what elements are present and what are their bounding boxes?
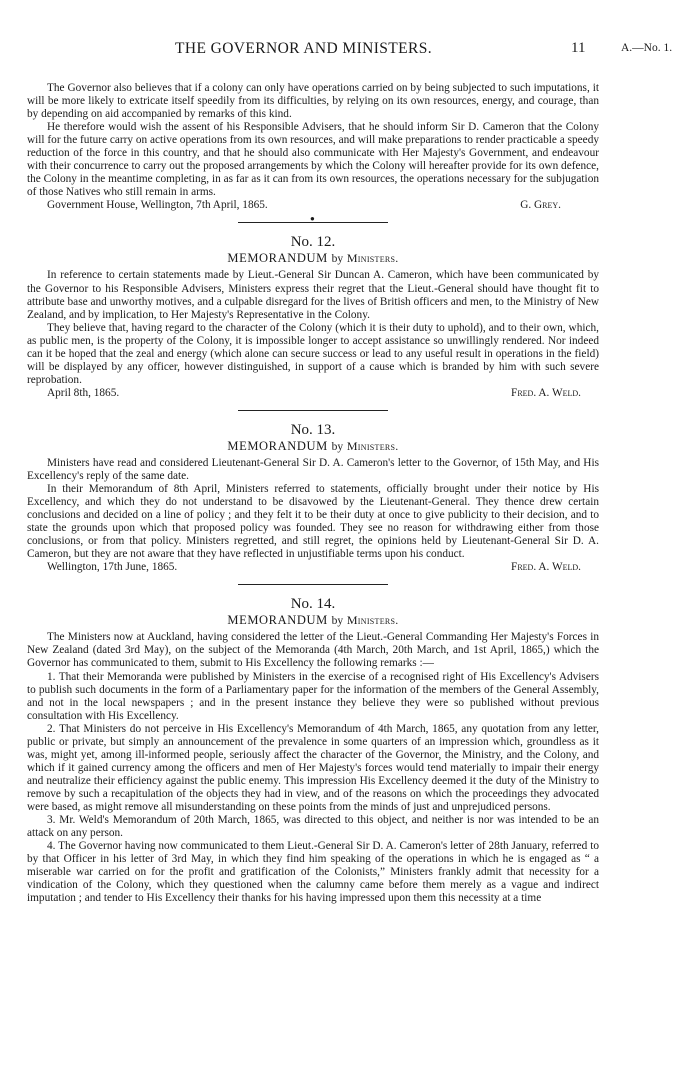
paragraph: Ministers have read and considered Lieutenant-General Sir D. A. Cameron's letter to the Governor, of 15th May, and His Excellency's reply of the same date. [27,456,599,482]
place-date: Government House, Wellington, 7th April, 1865. [47,199,268,212]
memo-by: by [331,615,344,628]
place-date: Wellington, 17th June, 1865. [47,561,178,574]
paragraph: The Ministers now at Auckland, having considered the letter of the Lieut.-General Commanding Her Majesty's Forces in New Zealand (dated 3rd May), on the subject of the Memoranda (4th March, 20th March, and 1st April, 1865,) which the Governor has communicated to them, submit to His Excellency the following remarks :— [27,631,599,670]
page-header [0,40,700,60]
paragraph: 2. That Ministers do not perceive in His Excellency's Memorandum of 4th March, 1865, any quotation from any letter, public or private, but simply an announcement of the prevalence in some quarters of an impression which, groundless as it was, might yet, among ill-informed people, seriously affect the character of the Governor, the Ministry, and the Colony, and which if it gained currency among the officers and men of Her Majesty's forces would tend materially to impair their energy and neutralize their efficiency against the public enemy. This impression His Excellency deemed it the duty of the Ministry to remove by such a recapitulation of the objects they had in view, and of the reasons on which the proceedings they advocated were based, as might remove all misunderstanding on these points from the minds of just and unprejudiced persons. [27,722,599,813]
memo-heading [27,251,599,267]
paragraph: 3. Mr. Weld's Memorandum of 20th March, 1865, was directed to this object, and neither is nor was intended to be an attack on any person. [27,814,599,840]
memo-heading [27,613,599,629]
signature-line [27,387,599,400]
memorandum-no-12 [27,233,599,399]
signature: Fred. A. Weld. [511,561,581,574]
memorandum-no-13 [27,421,599,574]
memo-author: Ministers. [346,613,399,628]
section-number: No. 14. [290,596,336,613]
memo-by: by [331,440,344,453]
section-divider [238,214,388,224]
document-body [27,82,599,905]
memorandum-no-14 [27,595,599,905]
signature-line [27,199,599,212]
governor-memo-continuation [27,82,599,212]
paragraph: The Governor also believes that if a colony can only have operations carried on by being subjected to such imputations, it will be more likely to extricate itself speedily from its difficulties, by relying on its own resources, energy, and courage, than by depending on aid accompanied by remarks of this kind. [27,82,599,121]
memo-title: MEMORANDUM [227,613,328,628]
paragraph: 1. That their Memoranda were published by Ministers in the exercise of a recognised right of His Excellency's Advisers to publish such documents in the form of a Parliamentary paper for the information of the members of the General Assembly, and not in the local newspapers ; and in the present instance they believe they were so published without previous consultation with His Excellency. [27,670,599,722]
section-divider [238,584,388,585]
memo-by: by [331,253,344,266]
paragraph: They believe that, having regard to the character of the Colony (which it is their duty to uphold), and to their own, which, as public men, is the property of the Colony, it is impossible longer to accept assistance so unwillingly rendered. Nor indeed can it be hoped that the zeal and energy (which alone can secure success or lead to any useful result in operations in the field) will be displayed by any officer, however distinguished, in support of a cause which is branded by him with such severe reprobation. [27,321,599,386]
section-number: No. 12. [290,234,336,251]
paragraph: 4. The Governor having now communicated to them Lieut.-General Sir D. A. Cameron's letter of 28th January, referred to by that Officer in his letter of 3rd May, in which they find him speaking of the operations in which he is engaged as “ a miserable war carried on for the profit and gratification of the Colonists,” Ministers frankly admit that necessity for a vindication of the Colony, which they questioned when the calumny came before them merely as a vague and indirect imputation ; and tender to His Excellency their thanks for his having impressed upon them this necessity at a time [27,840,599,905]
divider-dot: ● [310,214,315,224]
paper-reference: A.—No. 1. [621,42,673,54]
memo-title: MEMORANDUM [227,438,328,453]
signature: Fred. A. Weld. [511,386,581,399]
signature-line [27,561,599,574]
section-divider [238,410,388,411]
running-title: THE GOVERNOR AND MINISTERS. [175,40,433,57]
section-number: No. 13. [290,421,336,438]
paragraph: He therefore would wish the assent of his Responsible Advisers, that he should inform Sir D. Cameron that the Colony will for the future carry on active operations from its own resources, and will make preparations to render practicable a speedy reduction of the force in this country, and that he should also communicate with Her Majesty's Government, and endeavour with their concurrence to carry out the proposed arrangements by which the Colony will hereafter provide for its own defence, the Colony in the meantime completing, in as far as it can from its own resources, the operations necessary for the subjugation of those Natives who still remain in arms. [27,121,599,199]
memo-heading [27,439,599,455]
paragraph: In reference to certain statements made by Lieut.-General Sir Duncan A. Cameron, which have been communicated by the Governor to his Responsible Advisers, Ministers express their regret that the Lieut.-General should have thought fit to attribute base and unworthy motives, and a culpable disregard for the lives of British officers and men, to the Ministry of New Zealand, and by implication, to Her Majesty's Representative in the Colony. [27,269,599,321]
page-number: 11 [571,40,586,56]
paragraph: In their Memorandum of 8th April, Ministers referred to statements, officially brought under their notice by His Excellency, and which they do not understand to be disavowed by the Lieutenant-General. They thence drew certain conclusions and decided on a line of policy ; and they felt it to be their duty at once to give publicity to their decision, and to state the grounds upon which that proposed policy was founded. They see no reason for withdrawing either from those conclusions, or from that policy. Ministers regretted, and still regret, the opinions held by Lieutenant-General Sir D. A. Cameron, but they are not aware that they have reflected in unjustifiable terms upon his conduct. [27,483,599,561]
date: April 8th, 1865. [47,386,120,399]
memo-title: MEMORANDUM [227,251,328,266]
signature: G. Grey. [520,199,561,212]
memo-author: Ministers. [346,438,399,453]
memo-author: Ministers. [346,251,399,266]
